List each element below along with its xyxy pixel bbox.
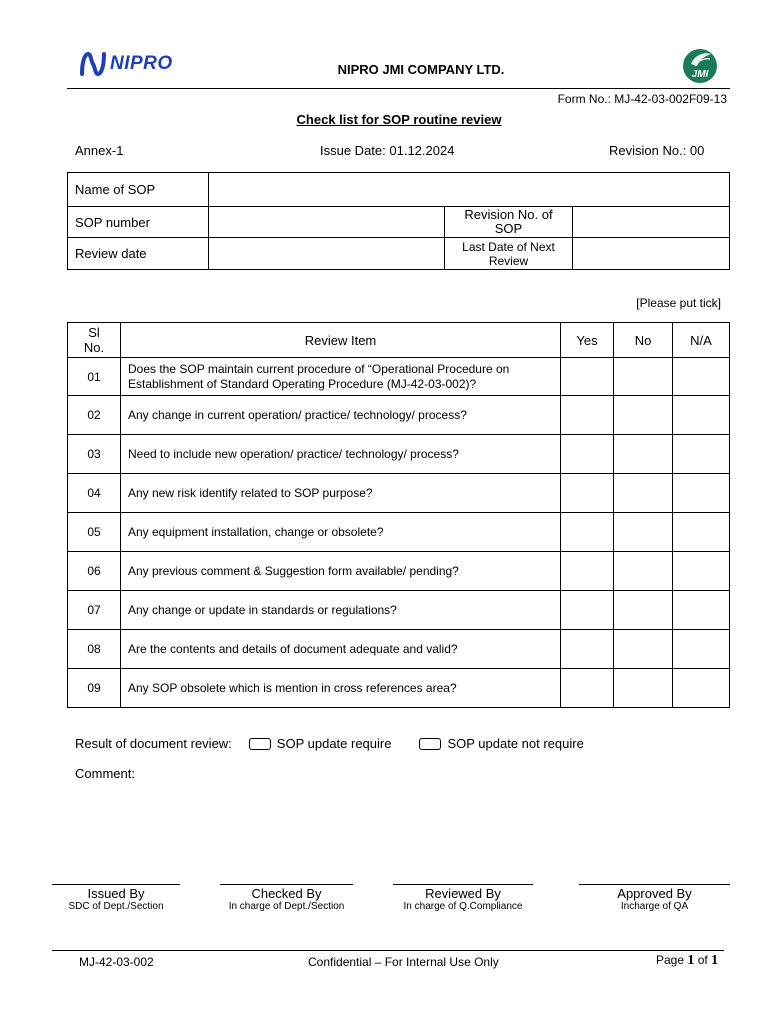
- signature-role: Reviewed By: [425, 886, 501, 901]
- row-na-cell[interactable]: [673, 474, 730, 513]
- signature-line: [220, 884, 353, 885]
- signature-role: Checked By: [251, 886, 322, 901]
- signature-reviewed-by: [393, 884, 533, 912]
- review-rows: [68, 358, 730, 708]
- header-divider: [67, 88, 730, 89]
- page-current: 1: [687, 953, 695, 968]
- table-row: [68, 669, 730, 708]
- row-yes-cell[interactable]: [561, 591, 614, 630]
- row-na-cell[interactable]: [673, 630, 730, 669]
- sop-number-field[interactable]: [209, 207, 445, 238]
- header-yes: Yes: [561, 323, 614, 358]
- signature-subtitle: In charge of Dept./Section: [228, 901, 345, 912]
- header-review-item: Review Item: [121, 323, 561, 358]
- row-yes-cell[interactable]: [561, 396, 614, 435]
- signature-issued-by: [52, 884, 180, 912]
- row-na-cell[interactable]: [673, 396, 730, 435]
- row-sl-no: 02: [68, 396, 121, 435]
- row-yes-cell[interactable]: [561, 513, 614, 552]
- row-sl-no: 09: [68, 669, 121, 708]
- signature-subtitle: SDC of Dept./Section: [68, 901, 164, 912]
- row-review-item: Any change in current operation/ practice/ technology/ process?: [121, 396, 561, 435]
- review-date-label: Review date: [68, 238, 209, 270]
- signature-line: [52, 884, 180, 885]
- row-no-cell[interactable]: [614, 552, 673, 591]
- row-yes-cell[interactable]: [561, 552, 614, 591]
- row-no-cell[interactable]: [614, 591, 673, 630]
- signature-line: [393, 884, 533, 885]
- row-no-cell[interactable]: [614, 474, 673, 513]
- sop-update-not-require-label: SOP update not require: [447, 736, 584, 751]
- review-checklist-table: [67, 322, 730, 708]
- signature-approved-by: [579, 884, 730, 912]
- table-row: [68, 474, 730, 513]
- sop-update-not-require-checkbox[interactable]: [419, 738, 441, 750]
- row-review-item: Does the SOP maintain current procedure of “Operational Procedure on Establishment of Standard Operating Procedure (MJ-42-03-002)?: [121, 358, 561, 396]
- row-no-cell[interactable]: [614, 513, 673, 552]
- last-date-next-review-field[interactable]: [573, 238, 730, 270]
- table-row: [68, 630, 730, 669]
- document-title: Check list for SOP routine review: [296, 112, 502, 127]
- row-na-cell[interactable]: [673, 435, 730, 474]
- comment-label: Comment:: [75, 766, 135, 781]
- row-sl-no: 08: [68, 630, 121, 669]
- name-of-sop-field[interactable]: [209, 173, 730, 207]
- table-row: [68, 396, 730, 435]
- of-word: of: [697, 953, 708, 967]
- last-date-next-review-label: Last Date of Next Review: [445, 238, 573, 270]
- footer-divider: [52, 950, 724, 951]
- row-review-item: Any new risk identify related to SOP purpose?: [121, 474, 561, 513]
- table-row: [68, 435, 730, 474]
- jmi-logo: [681, 48, 719, 89]
- sop-info-table: [67, 172, 730, 270]
- table-row: [68, 513, 730, 552]
- row-no-cell[interactable]: [614, 358, 673, 396]
- footer-doc-number: MJ-42-03-002: [79, 955, 154, 969]
- row-yes-cell[interactable]: [561, 358, 614, 396]
- annex-label: Annex-1: [75, 143, 124, 158]
- table-row: [68, 552, 730, 591]
- page-word: Page: [656, 953, 685, 967]
- header-na: N/A: [673, 323, 730, 358]
- footer-confidential: Confidential – For Internal Use Only: [308, 955, 499, 969]
- signature-role: Issued By: [87, 886, 145, 901]
- header-sl-no: Sl No.: [68, 323, 121, 358]
- row-no-cell[interactable]: [614, 435, 673, 474]
- row-review-item: Any previous comment & Suggestion form available/ pending?: [121, 552, 561, 591]
- row-na-cell[interactable]: [673, 669, 730, 708]
- row-na-cell[interactable]: [673, 358, 730, 396]
- revision-number: Revision No.: 00: [609, 143, 705, 158]
- row-yes-cell[interactable]: [561, 669, 614, 708]
- signature-line: [579, 884, 730, 885]
- sop-update-require-checkbox[interactable]: [249, 738, 271, 750]
- table-row: [68, 591, 730, 630]
- jmi-logo-icon: [681, 48, 719, 84]
- revision-no-of-sop-label: Revision No. of SOP: [445, 207, 573, 238]
- page-total: 1: [711, 953, 719, 968]
- nipro-wordmark: NIPRO: [110, 53, 173, 74]
- review-date-field[interactable]: [209, 238, 445, 270]
- row-review-item: Need to include new operation/ practice/ technology/ process?: [121, 435, 561, 474]
- row-sl-no: 06: [68, 552, 121, 591]
- row-review-item: Any equipment installation, change or obsolete?: [121, 513, 561, 552]
- tick-instruction: [Please put tick]: [636, 296, 721, 310]
- row-na-cell[interactable]: [673, 513, 730, 552]
- row-sl-no: 05: [68, 513, 121, 552]
- row-review-item: Any SOP obsolete which is mention in cross references area?: [121, 669, 561, 708]
- row-na-cell[interactable]: [673, 591, 730, 630]
- row-yes-cell[interactable]: [561, 630, 614, 669]
- row-no-cell[interactable]: [614, 669, 673, 708]
- row-no-cell[interactable]: [614, 396, 673, 435]
- row-na-cell[interactable]: [673, 552, 730, 591]
- sop-update-require-label: SOP update require: [276, 736, 392, 751]
- signature-role: Approved By: [617, 886, 692, 901]
- signature-subtitle: Incharge of QA: [620, 901, 689, 912]
- company-name: NIPRO JMI COMPANY LTD.: [337, 62, 505, 77]
- name-of-sop-label: Name of SOP: [68, 173, 209, 207]
- row-yes-cell[interactable]: [561, 474, 614, 513]
- row-review-item: Any change or update in standards or regulations?: [121, 591, 561, 630]
- row-sl-no: 04: [68, 474, 121, 513]
- review-result: [75, 736, 584, 751]
- row-sl-no: 03: [68, 435, 121, 474]
- row-sl-no: 07: [68, 591, 121, 630]
- row-sl-no: 01: [68, 358, 121, 396]
- table-row: [68, 358, 730, 396]
- revision-no-of-sop-field[interactable]: [573, 207, 730, 238]
- signature-checked-by: [220, 884, 353, 912]
- jmi-logo-text: JMI: [691, 69, 709, 80]
- header-no: No: [614, 323, 673, 358]
- row-yes-cell[interactable]: [561, 435, 614, 474]
- result-label: Result of document review:: [75, 736, 232, 751]
- row-review-item: Are the contents and details of document adequate and valid?: [121, 630, 561, 669]
- footer-page-number: [656, 953, 718, 969]
- row-no-cell[interactable]: [614, 630, 673, 669]
- sop-number-label: SOP number: [68, 207, 209, 238]
- signature-subtitle: In charge of Q.Compliance: [403, 901, 523, 912]
- issue-date: Issue Date: 01.12.2024: [320, 143, 455, 158]
- form-number: Form No.: MJ-42-03-002F09-13: [557, 92, 727, 106]
